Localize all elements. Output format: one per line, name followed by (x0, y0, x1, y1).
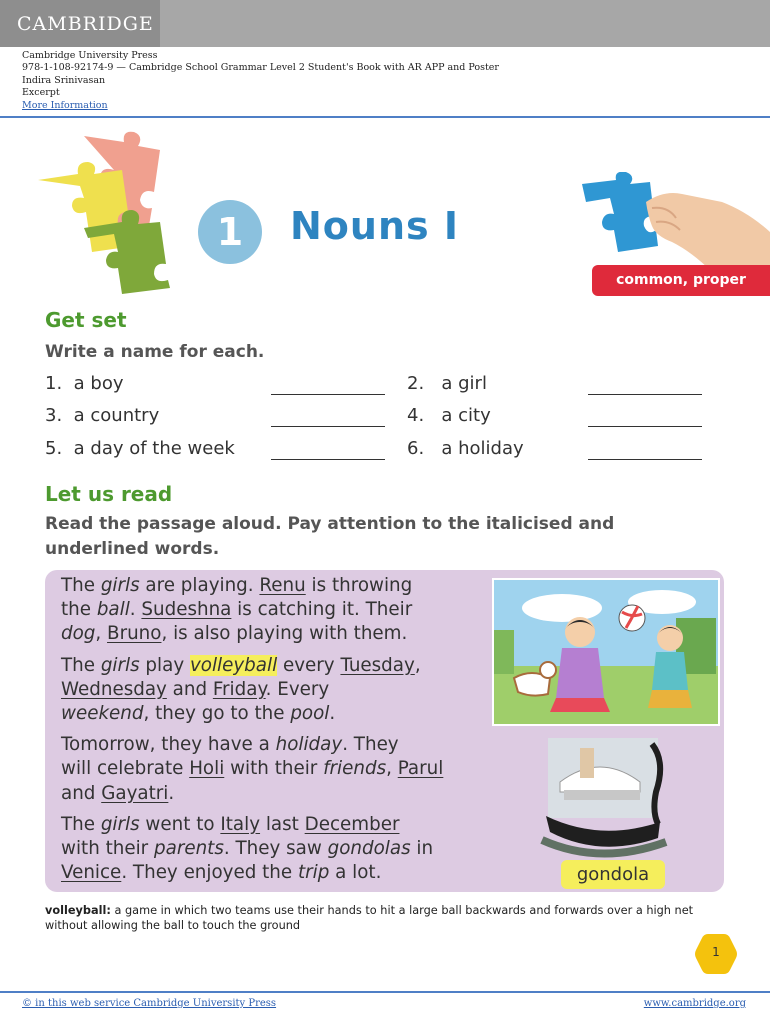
publisher: Cambridge University Press (22, 50, 158, 61)
puzzle-pieces-icon (22, 128, 172, 296)
reading-passage (61, 574, 491, 892)
cambridge-website-link[interactable]: www.cambridge.org (643, 998, 746, 1009)
glossary-term: volleyball: (45, 904, 111, 917)
answer-blank-3[interactable] (271, 426, 385, 427)
meta-divider (0, 116, 770, 118)
children-playing-illustration-icon (492, 578, 720, 726)
isbn-title: 978-1-108-92174-9 — Cambridge School Grammar Level 2 Student's Book with AR APP and Poster (22, 62, 499, 74)
chapter-number-badge: 1 (198, 200, 262, 264)
answer-blank-6[interactable] (588, 459, 702, 460)
passage-paragraph-3: Tomorrow, they have a holiday. They will celebrate Holi with their friends, Parul and Gayatri. (61, 734, 444, 804)
gondola-illustration-icon (540, 732, 668, 868)
glossary-note (45, 903, 725, 933)
answer-blank-1[interactable] (271, 394, 385, 395)
copyright-link[interactable]: © in this web service Cambridge University Press (22, 998, 277, 1009)
meta-block (22, 50, 499, 112)
author: Indira Srinivasan (22, 74, 106, 86)
page-number: 1 (712, 945, 720, 959)
chapter-title: Nouns I (290, 204, 460, 248)
cambridge-logo[interactable]: CAMBRIDGE (0, 0, 160, 47)
answer-blank-4[interactable] (588, 426, 702, 427)
get-set-heading: Get set (45, 308, 127, 332)
let-us-read-heading: Let us read (45, 482, 173, 506)
gondola-label: gondola (561, 860, 665, 889)
list-item: 2. a girl (407, 373, 487, 394)
answer-blank-5[interactable] (271, 459, 385, 460)
passage-paragraph-1: The girls are playing. Renu is throwing the ball. Sudeshna is catching it. Their dog, Bruno, is also playing with them. (61, 575, 413, 645)
excerpt-label: Excerpt (22, 87, 60, 99)
footer-divider (0, 991, 770, 993)
topic-tag: common, proper (592, 265, 770, 296)
let-us-read-instruction: Read the passage aloud. Pay attention to the italicised and underlined words. (45, 514, 615, 559)
glossary-definition: a game in which two teams use their hands to hit a large ball backwards and forwards over a high net without allowing the ball to touch the ground (45, 904, 694, 932)
list-item: 3. a country (45, 405, 160, 426)
answer-blank-2[interactable] (588, 394, 702, 395)
more-information-link[interactable]: More Information (22, 99, 108, 111)
list-item: 6. a holiday (407, 438, 524, 459)
list-item: 4. a city (407, 405, 491, 426)
passage-paragraph-4: The girls went to Italy last December with their parents. They saw gondolas in Venice. They enjoyed the trip a lot. (61, 813, 434, 884)
list-item: 1. a boy (45, 373, 124, 394)
hand-holding-puzzle-icon (572, 172, 770, 272)
passage-paragraph-2: The girls play volleyball every Tuesday, Wednesday and Friday. Every weekend, they go to the pool. (61, 654, 421, 725)
get-set-instruction: Write a name for each. (45, 342, 265, 362)
list-item: 5. a day of the week (45, 438, 235, 459)
